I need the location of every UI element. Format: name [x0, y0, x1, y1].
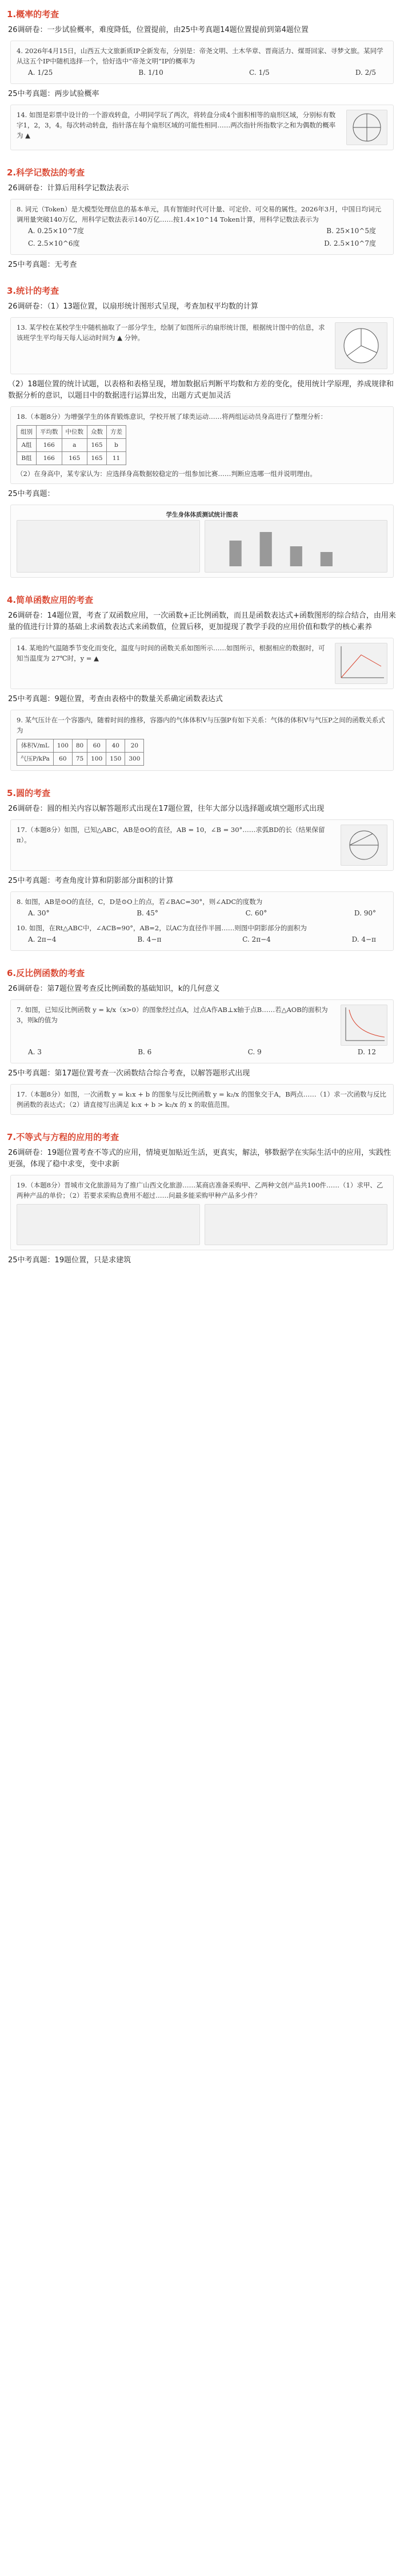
question-text: 9. 某气压计在一个容器内，随着时间的推移，容器内的气体体积V与压强P有如下关系：气体的体积V与气压P之间的函数关系式为 [17, 716, 385, 734]
question-text: 13. 某学校在某校学生中随机抽取了一部分学生，绘制了如图所示的扇形统计图，根据统计图中的信息，求该班学生平均每天每人运动时间为 ▲ 分钟。 [17, 323, 325, 342]
question-card [10, 105, 394, 150]
table-row [17, 439, 126, 452]
question-text: 8. 词元（Token）是大模型处理信息的基本单元，具有智能时代可计量、可定价、可交易的属性。2026年3月，中国日均词元调用量突破140万亿，用科学记数法表示140万亿……按1.4×10^14 Token计算，用科学记数法表示为 [17, 205, 382, 223]
table-cell: 100 [53, 739, 72, 753]
section-title: 7.不等式与方程的应用的考查 [7, 1132, 119, 1142]
figures-row [17, 1204, 387, 1245]
section-title: 5.圆的考查 [7, 788, 51, 798]
option: D. 2/5 [355, 69, 376, 77]
option: B. 4−π [137, 935, 162, 943]
lead-25: 25中考真题： [8, 490, 55, 498]
section-scientific-notation [0, 158, 404, 277]
stats-table [17, 425, 126, 465]
table-cell: A组 [17, 439, 37, 452]
lead-25: 25中考真题：两步试验概率 [8, 90, 99, 98]
table-header-row [17, 739, 144, 753]
section-title: 4.简单函数应用的考查 [7, 595, 94, 605]
question-card [10, 199, 394, 255]
bar-chart-figure [205, 520, 388, 573]
question-text: 14. 某地的气温随季节变化而变化，温度与时间的函数关系如图所示……如图所示，根据相应的数据时，可知当温度为 27℃时，y = ▲ [17, 644, 325, 662]
question-text: 17.（本题8分）如图，已知△ABC，AB是⊙O的直径，AB = 10，∠B = 30°……求弧BD的长（结果保留π）。 [17, 826, 325, 844]
question-card [10, 41, 394, 84]
figures-row [17, 520, 387, 573]
option: C. 2.5×10^6度 [28, 239, 80, 247]
lead-25: 25中考真题：第17题位置考查一次函数结合综合考查，以解答题形式出现 [8, 1069, 250, 1078]
product-image [205, 1204, 388, 1245]
table-cell: 165 [87, 439, 107, 452]
comparison-article [0, 0, 404, 1272]
table-row [17, 753, 144, 766]
option: B. 45° [137, 909, 158, 917]
option: A. 0.25×10^7度 [28, 227, 85, 235]
option: A. 3 [28, 1048, 42, 1056]
table-figure [17, 520, 200, 573]
table-cell: 100 [87, 753, 106, 766]
lead-26: 26调研卷：14题位置，考查了双函数应用，一次函数+正比例函数，而且是函数表达式+函数图形的综合结合，由用来量的值进行计算的基础上求函数表达式来函数值，位置后移，更加提现了教学手段的应用价值和数学的核心素养 [8, 611, 396, 631]
section-inverse-function [0, 959, 404, 1123]
question-card [10, 999, 394, 1063]
question-text: 7. 如图，已知反比例函数 y = k/x（x>0）的图象经过点A，过点A作AB⊥x轴于点B……若△AOB的面积为3，则k的值为 [17, 1006, 328, 1024]
question-text: 8. 如图，AB是⊙O的直径，C，D是⊙O上的点，若∠BAC=30°，则∠ADC的度数为 [17, 898, 263, 906]
option: C. 60° [245, 909, 267, 917]
table-cell: 166 [37, 439, 62, 452]
graph-figure [335, 643, 387, 684]
table-cell: 气压P/kPa [17, 753, 54, 766]
lead-26: 26调研卷：圆的相关内容以解答题形式出现在17题位置，往年大部分以选择题或填空题形式出现 [8, 805, 325, 813]
options-row [17, 933, 387, 946]
table-header-row [17, 426, 126, 439]
question-card [10, 317, 394, 374]
section-circle [0, 779, 404, 959]
section-title: 2.科学记数法的考查 [7, 167, 85, 178]
section-title: 6.反比例函数的考查 [7, 968, 85, 978]
table-row [17, 452, 126, 465]
lead-25: 25中考真题：考查角度计算和阴影部分面积的计算 [8, 877, 174, 885]
lead-25: 25中考真题：19题位置，只是求建筑 [8, 1256, 131, 1265]
lead-26-a: 26调研卷：（1）13题位置，以扇形统计图形式呈现，考查加权平均数的计算 [8, 302, 258, 311]
question-text: 14. 如图是彩票中设计的一个游戏转盘，小明同学玩了两次，将转盘分成4个面积相等的扇形区域，分别标有数字1，2，3，4。每次转动转盘，指针落在每个扇形区域的可能性相同……两次指针所指数字之和为偶数的概率为 ▲ [17, 111, 336, 139]
lead-25: 25中考真题：9题位置，考查由表格中的数量关系确定函数表达式 [8, 695, 223, 703]
table-cell: 20 [125, 739, 144, 753]
question-card [10, 406, 394, 484]
option: D. 90° [354, 909, 376, 917]
table-cell: 165 [62, 452, 87, 465]
table-header-cell: 平均数 [37, 426, 62, 439]
option: D. 2.5×10^7度 [324, 239, 376, 247]
question-text: 18.（本题8分）为增强学生的体育锻炼意识，学校开展了球类运动……将两组运动员身高进行了整理分析： [17, 413, 327, 421]
lead-26-b: （2）18题位置的统计试题，以表格和表格呈现，增加数据后判断平均数和方差的变化，使用统计学原理，养成规律和数据分析的意识，以题目中的数据进行运算出发，出题方式更加灵活 [8, 380, 394, 400]
table-cell: 150 [106, 753, 125, 766]
options-row [17, 907, 387, 919]
pie-chart-figure [335, 322, 387, 369]
question-card [10, 891, 394, 951]
table-cell: 11 [107, 452, 126, 465]
table-cell: 165 [87, 452, 107, 465]
section-function-application [0, 586, 404, 779]
question-card [10, 505, 394, 578]
table-cell: 75 [72, 753, 87, 766]
table-cell: 40 [106, 739, 125, 753]
section-inequality-equation [0, 1123, 404, 1272]
question-card [10, 1175, 394, 1250]
table-header-cell: 方差 [107, 426, 126, 439]
spinner-figure [346, 110, 387, 145]
table-cell: b [107, 439, 126, 452]
table-cell: 166 [37, 452, 62, 465]
lead-26: 26调研卷：第7题位置考查反比例函数的基础知识，k的几何意义 [8, 985, 220, 993]
question-text: 19.（本题8分）晋城市文化旅游局为了推广山西文化旅游……某商店准备采购甲、乙两种文创产品共100件……（1）求甲、乙两种产品的单价；（2）若要求采购总费用不超过……问最多能采购甲种产品多少件？ [17, 1181, 383, 1199]
table-cell: 体积V/mL [17, 739, 54, 753]
options-row [17, 237, 387, 250]
lead-25: 25中考真题：无考查 [8, 261, 77, 269]
table-cell: 300 [125, 753, 144, 766]
section-probability [0, 0, 404, 158]
option: C. 2π−4 [242, 935, 271, 943]
question-card [10, 1084, 394, 1115]
question-text: （2）在身高中，某专家认为：应选择身高数据较稳定的一组参加比赛……判断应选哪一组并说明理由。 [17, 470, 317, 478]
options-row [17, 225, 387, 237]
table-cell: 80 [72, 739, 87, 753]
option: A. 2π−4 [28, 935, 57, 943]
table-cell: 60 [87, 739, 106, 753]
lead-26: 26调研卷：一步试验概率，难度降低，位置提前，由25中考真题14题位置提前到第4题位置 [8, 26, 309, 34]
question-card [10, 819, 394, 871]
section-title: 1.概率的考查 [7, 9, 59, 19]
question-text: 10. 如图，在Rt△ABC中，∠ACB=90°，AB=2，以AC为直径作半圆……则图中阴影部分的面积为 [17, 924, 307, 932]
table-cell: B组 [17, 452, 37, 465]
option: D. 4−π [351, 935, 376, 943]
hyperbola-figure [341, 1005, 387, 1046]
option: B. 25×10^5度 [326, 227, 376, 235]
question-card [10, 638, 394, 689]
question-card [10, 710, 394, 771]
circle-figure [341, 825, 387, 866]
option: C. 9 [247, 1048, 262, 1056]
table-header-cell: 组别 [17, 426, 37, 439]
product-image [17, 1204, 200, 1245]
data-table [17, 739, 144, 766]
lead-26: 26调研卷：计算后用科学记数法表示 [8, 184, 129, 193]
option: B. 1/10 [138, 69, 163, 77]
options-row [17, 66, 387, 79]
option: A. 30° [28, 909, 50, 917]
option: C. 1/5 [249, 69, 270, 77]
section-title: 3.统计的考查 [7, 286, 59, 296]
table-header-cell: 中位数 [62, 426, 87, 439]
question-text: 4. 2026年4月15日，山西五大文旅新质IP全新发布，分别是：帝尧文明、土木华章、晋商活力、煤哥回家、寻梦文旅。某同学从这五个IP中随机选择一个，恰好选中“帝尧文明”IP的概率为 [17, 47, 383, 65]
table-cell: 60 [53, 753, 72, 766]
lead-26: 26调研卷：19题位置考查不等式的应用，情境更加贴近生活，更真实，解法，够数据学在实际生活中的应用，实践性更强，体现了稳中求变，变中求新 [8, 1149, 391, 1169]
question-text: 17.（本题8分）如图，一次函数 y = k₁x + b 的图象与反比例函数 y = k₂/x 的图象交于A，B两点……（1）求一次函数与反比例函数的表达式；（2）请直接写出满足 k₁x + b > k₂/x 的 x 的取值范围。 [17, 1090, 386, 1109]
option: B. 6 [138, 1048, 152, 1056]
figure-title: 学生身体体质测试统计图表 [166, 511, 238, 518]
option: D. 12 [357, 1048, 376, 1056]
table-cell: a [62, 439, 87, 452]
options-row [17, 1046, 387, 1058]
table-header-cell: 众数 [87, 426, 107, 439]
section-statistics [0, 277, 404, 586]
option: A. 1/25 [28, 69, 53, 77]
